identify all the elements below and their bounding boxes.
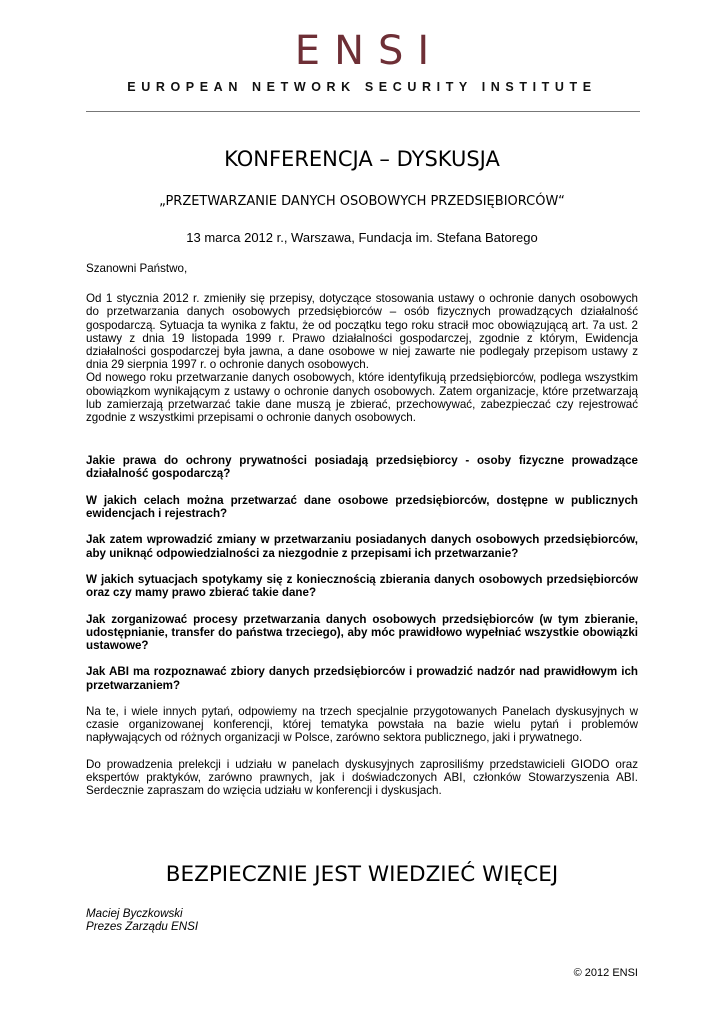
copyright-notice: © 2012 ENSI bbox=[573, 967, 638, 979]
intro-paragraph: Od nowego roku przetwarzanie danych osobowych, które identyfikują przedsiębiorców, podlega wszystkim obowiązkom wynikającym z ustawy o ochronie danych osobowych. Zatem organizacje, które przetwarzają lub zamierzają przetwarzać takie dane muszą je zbierać, przechowywać, zabezpieczać czy rejestrować zgodnie z wszystkimi przepisami o ochronie danych osobowych. bbox=[86, 371, 638, 425]
organization-tagline: EUROPEAN NETWORK SECURITY INSTITUTE bbox=[127, 80, 597, 94]
question: Jak zorganizować procesy przetwarzania danych osobowych przedsiębiorców (w tym zbieranie, udostępnianie, transfer do państwa trzeciego), aby móc prawidłowo wypełniać wszystkie obowiązki ustawowe? bbox=[86, 612, 638, 653]
document-subtitle: „PRZETWARZANIE DANYCH OSOBOWYCH PRZEDSIĘBIORCÓW“ bbox=[159, 194, 565, 209]
question: Jakie prawa do ochrony prywatności posiadają przedsiębiorcy - osoby fizyczne prowadzące działalność gospodarczą? bbox=[86, 454, 638, 481]
signature-block bbox=[86, 907, 198, 934]
ensi-logo: ENSI bbox=[294, 28, 444, 74]
question: W jakich sytuacjach spotykamy się z koniecznością zbierania danych osobowych przedsiębiorców oraz czy mamy prawo zbierać takie dane? bbox=[86, 573, 638, 600]
event-details: 13 marca 2012 r., Warszawa, Fundacja im. Stefana Batorego bbox=[186, 230, 538, 245]
intro-paragraph: Od 1 stycznia 2012 r. zmieniły się przepisy, dotyczące stosowania ustawy o ochronie danych osobowych do przetwarzania danych osobowych przedsiębiorców – osób fizycznych prowadzących działalność gospodarczą. Sytuacja ta wynika z faktu, że od początku tego roku stracił moc obowiązującą art. 7a ust. 2 ustawy z dnia 19 listopada 1999 r. Prawo działalności gospodarczej, zgodnie z którym, Ewidencja działalności gospodarczej była jawna, a dane osobowe w niej zawarte nie podlegały przepisom ustawy z dnia 29 sierpnia 1997 r. o ochronie danych osobowych. bbox=[86, 292, 638, 372]
question: Jak ABI ma rozpoznawać zbiory danych przedsiębiorców i prowadzić nadzór nad prawidłowym ich przetwarzaniem? bbox=[86, 665, 638, 692]
header-divider bbox=[86, 111, 640, 112]
letter-body bbox=[86, 262, 638, 811]
question: W jakich celach można przetwarzać dane osobowe przedsiębiorców, dostępne w publicznych ewidencjach i rejestrach? bbox=[86, 493, 638, 521]
signer-role: Prezes Zarządu ENSI bbox=[86, 920, 199, 934]
closing-paragraph: Na te, i wiele innych pytań, odpowiemy na trzech specjalnie przygotowanych Panelach dyskusyjnych w czasie organizowanej konferencji, której tematyka powstała na bazie wielu pytań i problemów napływających od różnych organizacji w Polsce, zarówno sektora publicznego, jaki i prywatnego. bbox=[86, 705, 638, 745]
signer-name: Maciej Byczkowski bbox=[86, 907, 183, 920]
closing-paragraph: Do prowadzenia prelekcji i udziału w panelach dyskusyjnych zaprosiliśmy przedstawicieli GIODO oraz ekspertów praktyków, zarówno prawnych, jak i doświadczonych ABI, członków Stowarzyszenia ABI. Serdecznie zapraszam do wzięcia udziału w konferencji i dyskusjach. bbox=[86, 757, 638, 798]
slogan: BEZPIECZNIE JEST WIEDZIEĆ WIĘCEJ bbox=[165, 862, 559, 887]
greeting: Szanowni Państwo, bbox=[86, 262, 188, 275]
document-title: KONFERENCJA – DYSKUSJA bbox=[224, 147, 500, 171]
question: Jak zatem wprowadzić zmiany w przetwarzaniu posiadanych danych osobowych przedsiębiorców, aby uniknąć odpowiedzialności za niezgodnie z przepisami ich przetwarzanie? bbox=[86, 533, 638, 560]
